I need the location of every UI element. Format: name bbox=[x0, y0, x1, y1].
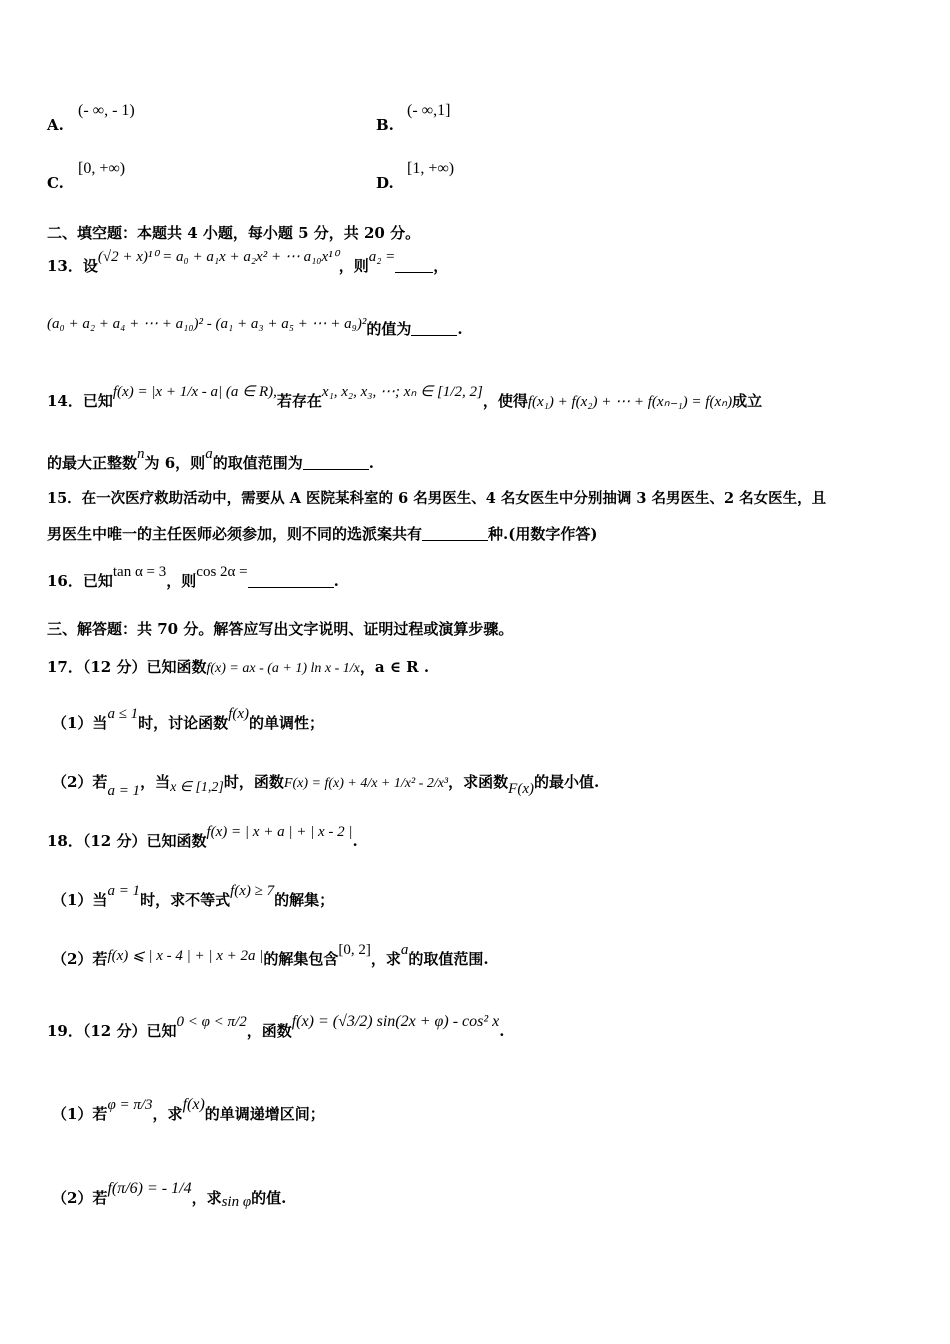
q13-line2-text: 的值为 bbox=[366, 320, 412, 338]
q19-end: . bbox=[499, 1022, 505, 1040]
section-3-heading: 三、解答题：共 70 分。解答应写出文字说明、证明过程或演算步骤。 bbox=[47, 620, 514, 638]
option-c-label: C. bbox=[47, 174, 64, 192]
q19-p1c: 的单调递增区间； bbox=[204, 1105, 325, 1123]
question-19-part-2 bbox=[52, 1180, 287, 1210]
q14-expr: f(x) = |x + 1/x - a| (a ∈ R), bbox=[112, 384, 277, 400]
q19-p1e: φ = π/3 bbox=[107, 1097, 153, 1113]
q16-end: . bbox=[333, 572, 339, 590]
q16-num: 16．已知 bbox=[47, 572, 113, 590]
q18-p1e: a = 1 bbox=[107, 883, 141, 899]
q18-p2v: a bbox=[400, 942, 409, 958]
q13-blank-1 bbox=[395, 258, 433, 273]
q17-p2F2: F(x) bbox=[508, 781, 534, 797]
question-17 bbox=[47, 656, 429, 677]
q18-p2e: f(x) ⩽ | x - 4 | + | x + 2a | bbox=[107, 948, 264, 964]
option-c-value: [0, +∞) bbox=[78, 160, 126, 177]
q19-p2c: 的值. bbox=[251, 1189, 287, 1207]
option-d-label: D. bbox=[376, 174, 394, 192]
q15-line2a: 男医生中唯一的主任医师必须参加，则不同的选派案共有 bbox=[47, 525, 423, 543]
question-14-line2 bbox=[47, 446, 374, 473]
q19-num: 19．（12 分）已知 bbox=[47, 1022, 177, 1040]
q15-line2b: 种.(用数字作答) bbox=[488, 525, 598, 543]
question-17-part-2 bbox=[52, 771, 600, 799]
question-16 bbox=[47, 564, 339, 591]
q17-p2d: ，求函数 bbox=[448, 773, 509, 791]
q17-p1c: 的单调性； bbox=[249, 714, 325, 732]
question-18-part-2 bbox=[52, 942, 489, 969]
q15-blank bbox=[422, 526, 488, 541]
q19-expr: f(x) = (√3/2) sin(2x + φ) - cos² x bbox=[291, 1013, 500, 1030]
question-19-part-1 bbox=[52, 1096, 325, 1124]
q18-p2b: 的解集包含 bbox=[263, 950, 339, 968]
question-18 bbox=[47, 824, 358, 851]
q18-end: . bbox=[352, 832, 358, 850]
q19-p2e: f(π/6) = - 1/4 bbox=[107, 1180, 192, 1197]
q14-end: . bbox=[368, 454, 374, 472]
q18-p1a: （1）当 bbox=[52, 891, 108, 909]
q19-p2a: （2）若 bbox=[52, 1189, 108, 1207]
q13-line2-expr: (a₀ + a₂ + a₄ + ⋯ + a₁₀)² - (a₁ + a₃ + a₅ + ⋯ + a₉)² bbox=[47, 316, 367, 332]
q17-expr: f(x) = ax - (a + 1) ln x - 1/x bbox=[206, 661, 360, 676]
q14-eq: f(x₁) + f(x₂) + ⋯ + f(xₙ₋₁) = f(xₙ) bbox=[527, 394, 733, 410]
q13-blank-2 bbox=[411, 321, 457, 336]
q19-p2b: ，求 bbox=[191, 1189, 222, 1207]
q19-p1a: （1）若 bbox=[52, 1105, 108, 1123]
q17-tail: ，a ∈ R . bbox=[359, 658, 430, 676]
option-d-value: [1, +∞) bbox=[407, 160, 455, 177]
q17-p1b: 时，讨论函数 bbox=[138, 714, 229, 732]
q18-expr: f(x) = | x + a | + | x - 2 | bbox=[206, 824, 353, 840]
option-a-value: (- ∞, - 1) bbox=[78, 102, 135, 119]
q14-set: x₁, x₂, x₃, ⋯; xₙ ∈ [1/2, 2] bbox=[321, 384, 483, 400]
q16-mid: ，则 bbox=[166, 572, 197, 590]
option-b-label: B. bbox=[376, 116, 394, 134]
q16-blank bbox=[248, 573, 334, 588]
q18-num: 18．（12 分）已知函数 bbox=[47, 832, 207, 850]
q16-e2: cos 2α = bbox=[196, 564, 248, 580]
q18-p1f: f(x) ≥ 7 bbox=[230, 883, 275, 899]
q17-p1e: a ≤ 1 bbox=[107, 706, 139, 722]
q13-num: 13．设 bbox=[47, 257, 98, 275]
question-15-line1: 15．在一次医疗救助活动中，需要从 A 医院某科室的 6 名男医生、4 名女医生中分别抽调 3 名男医生、2 名女医生，且 bbox=[47, 490, 827, 507]
q19-mid: ，函数 bbox=[246, 1022, 292, 1040]
q14-num: 14．已知 bbox=[47, 392, 113, 410]
question-13-line2 bbox=[47, 318, 463, 339]
q14-line2a: 的最大正整数 bbox=[47, 454, 138, 472]
q17-p2c: 时，函数 bbox=[223, 773, 284, 791]
option-b-value: (- ∞,1] bbox=[407, 102, 451, 119]
q17-p1a: （1）当 bbox=[52, 714, 108, 732]
q18-p2a: （2）若 bbox=[52, 950, 108, 968]
q14-line2c: 的取值范围为 bbox=[212, 454, 303, 472]
q14-n: n bbox=[137, 446, 145, 462]
q14-blank bbox=[303, 455, 369, 470]
question-18-part-1 bbox=[52, 883, 335, 910]
q16-e1: tan α = 3 bbox=[112, 564, 167, 580]
q19-p1b: ，求 bbox=[152, 1105, 183, 1123]
q14-t2: ，使得 bbox=[482, 392, 528, 410]
question-19 bbox=[47, 1013, 505, 1041]
q17-p2b: ，当 bbox=[140, 773, 171, 791]
q13-end: . bbox=[457, 320, 463, 338]
q18-p2d: 的取值范围. bbox=[408, 950, 489, 968]
q14-a: a bbox=[205, 446, 213, 462]
q13-expr: (√2 + x)¹⁰ = a₀ + a₁x + a₂x² + ⋯ a₁₀x¹⁰ bbox=[97, 249, 339, 265]
q19-p2f: sin φ bbox=[221, 1194, 252, 1210]
q17-num: 17．（12 分）已知函数 bbox=[47, 658, 207, 676]
q13-a2: a₂ = bbox=[368, 249, 396, 265]
q18-p1b: 时，求不等式 bbox=[140, 891, 231, 909]
q19-e1: 0 < φ < π/2 bbox=[176, 1014, 247, 1030]
question-17-part-1 bbox=[52, 706, 325, 733]
q14-t1: 若存在 bbox=[276, 392, 322, 410]
q17-p2a: （2）若 bbox=[52, 773, 108, 791]
option-a-label: A. bbox=[47, 116, 64, 134]
q14-t3: 成立 bbox=[732, 392, 763, 410]
section-2-heading: 二、填空题：本题共 4 小题，每小题 5 分，共 20 分。 bbox=[47, 224, 421, 242]
q13-mid: ，则 bbox=[338, 257, 369, 275]
q17-p2r: x ∈ [1,2] bbox=[170, 780, 224, 795]
q17-p1f: f(x) bbox=[228, 706, 250, 722]
question-15-line2 bbox=[47, 523, 597, 544]
q17-p2F: F(x) = f(x) + 4/x + 1/x² - 2/x³ bbox=[283, 776, 449, 791]
q19-p1f: f(x) bbox=[182, 1096, 205, 1113]
q18-p2s: [0, 2] bbox=[338, 942, 371, 958]
q18-p2c: ，求 bbox=[370, 950, 401, 968]
question-13-line1 bbox=[47, 249, 449, 276]
q18-p1c: 的解集； bbox=[274, 891, 335, 909]
q17-p2g: 的最小值. bbox=[533, 773, 600, 791]
q13-tail: ， bbox=[433, 257, 449, 275]
q17-p2e: a = 1 bbox=[107, 783, 141, 799]
question-14-line1 bbox=[47, 384, 763, 411]
q14-line2b: 为 6，则 bbox=[144, 454, 206, 472]
